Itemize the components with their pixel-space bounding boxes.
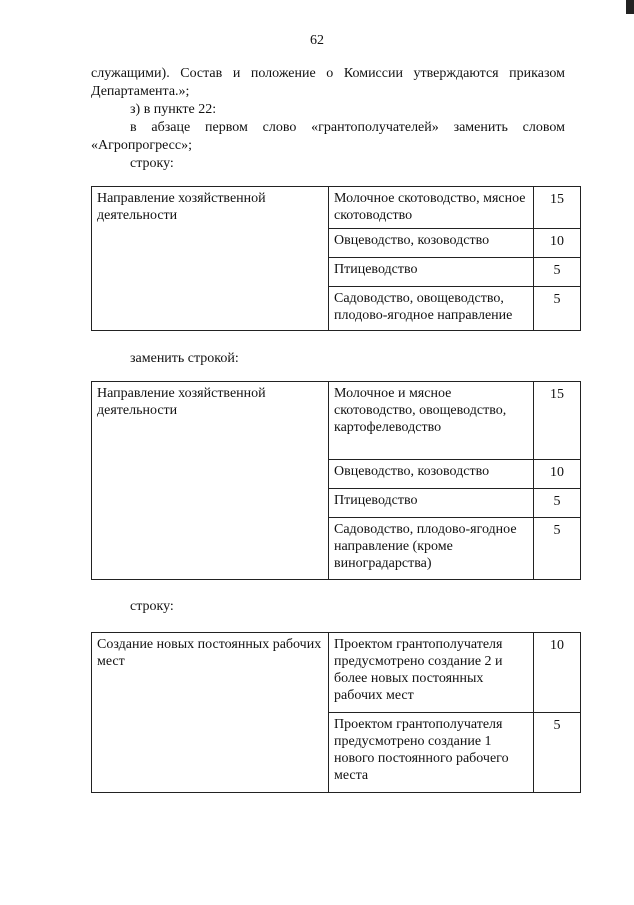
criterion-score: 5	[534, 258, 581, 287]
criterion-score: 5	[534, 489, 581, 518]
criteria-table-new	[91, 381, 581, 580]
criterion-option: Садоводство, овощеводство, плодово-ягодное направление	[329, 287, 534, 331]
criteria-table-jobs	[91, 632, 581, 793]
criteria-table-old	[91, 186, 581, 331]
criterion-score: 5	[534, 287, 581, 331]
criterion-label: Создание новых постоянных рабочих мест	[92, 633, 329, 793]
text-line: служащими). Состав и положение о Комиссии утверждаются приказом	[91, 66, 565, 81]
criterion-option: Проектом грантополучателя предусмотрено создание 1 нового постоянного рабочего места	[329, 713, 534, 793]
criterion-score: 15	[534, 382, 581, 460]
page-number: 62	[310, 33, 324, 48]
criterion-score: 10	[534, 633, 581, 713]
criterion-option: Проектом грантополучателя предусмотрено создание 2 и более новых постоянных рабочих мест	[329, 633, 534, 713]
criterion-label: Направление хозяйственной деятельности	[92, 382, 329, 580]
text-line: «Агропрогресс»;	[91, 138, 192, 153]
criterion-option: Садоводство, плодово-ягодное направление (кроме виноградарства)	[329, 518, 534, 580]
text-line: строку:	[130, 599, 174, 614]
criterion-option: Птицеводство	[329, 258, 534, 287]
text-line: з) в пункте 22:	[130, 102, 217, 117]
criterion-option: Молочное скотоводство, мясное скотоводство	[329, 187, 534, 229]
criterion-score: 5	[534, 713, 581, 793]
scan-edge-mark	[626, 0, 634, 14]
criterion-label: Направление хозяйственной деятельности	[92, 187, 329, 331]
text-line: строку:	[130, 156, 174, 171]
criterion-score: 5	[534, 518, 581, 580]
criterion-option: Овцеводство, козоводство	[329, 229, 534, 258]
criterion-score: 10	[534, 229, 581, 258]
criterion-option: Птицеводство	[329, 489, 534, 518]
text-line: в абзаце первом слово «грантополучателей» заменить словом	[130, 120, 565, 135]
text-line: Департамента.»;	[91, 84, 190, 99]
criterion-score: 10	[534, 460, 581, 489]
criterion-option: Молочное и мясное скотоводство, овощеводство, картофелеводство	[329, 382, 534, 460]
criterion-score: 15	[534, 187, 581, 229]
text-line: заменить строкой:	[130, 351, 239, 366]
criterion-option: Овцеводство, козоводство	[329, 460, 534, 489]
